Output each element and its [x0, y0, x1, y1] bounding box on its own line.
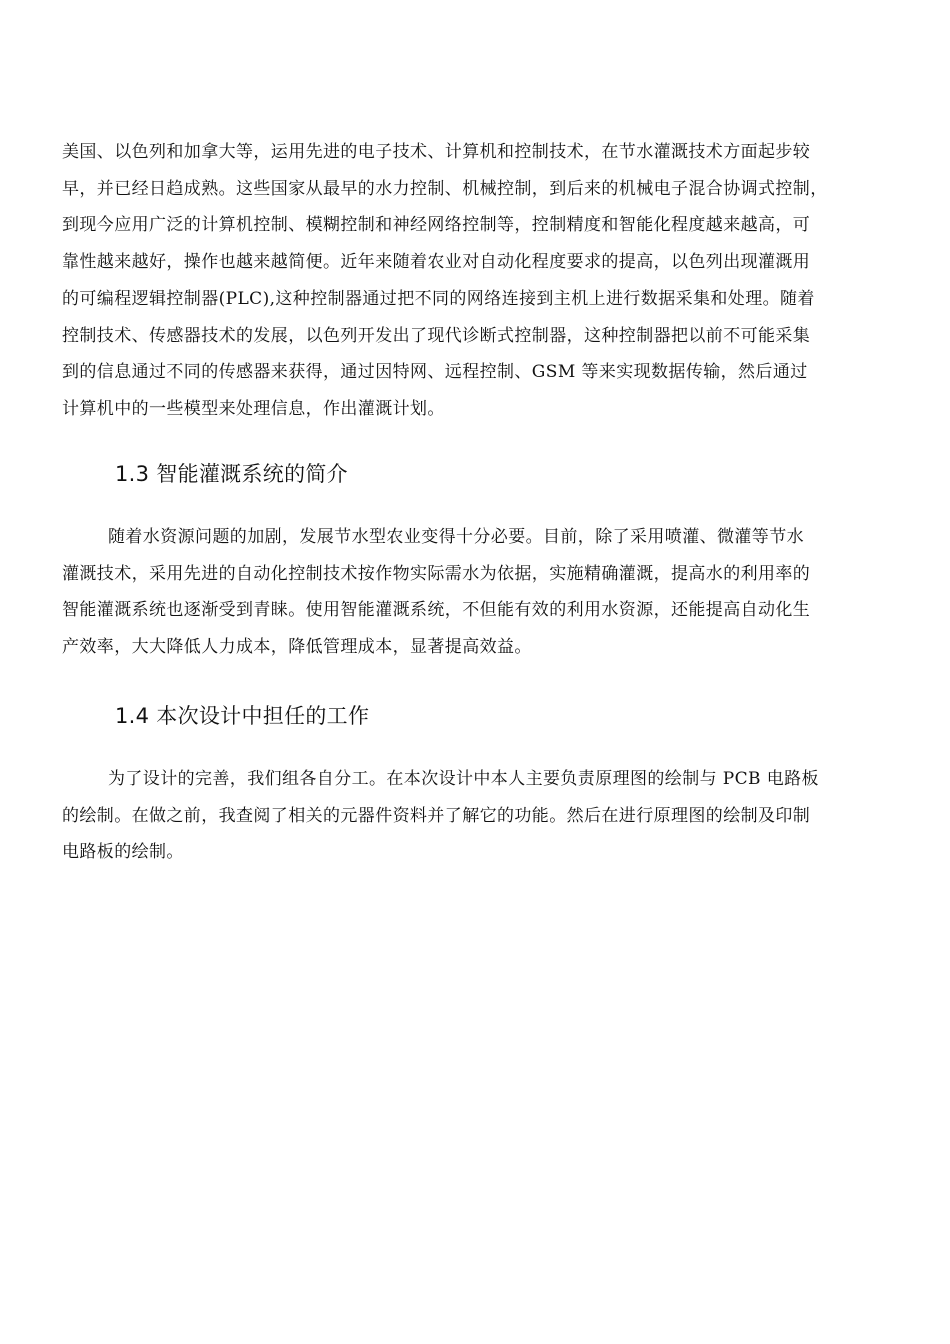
text-line: 到现今应用广泛的计算机控制、模糊控制和神经网络控制等，控制精度和智能化程度越来越高，可	[62, 215, 811, 236]
text-line: 计算机中的一些模型来处理信息，作出灌溉计划。	[62, 398, 445, 419]
section-heading-1-4: 1.4 本次设计中担任的工作	[115, 704, 370, 728]
text-line: 早，并已经日趋成熟。这些国家从最早的水力控制、机械控制，到后来的机械电子混合协调式控制，	[62, 178, 828, 199]
text-line: 控制技术、传感器技术的发展，以色列开发出了现代诊断式控制器，这种控制器把以前不可能采集	[62, 325, 811, 346]
text-line: 电路板的绘制。	[62, 842, 184, 863]
text-line: 的可编程逻辑控制器(PLC),这种控制器通过把不同的网络连接到主机上进行数据采集和处理。随着	[62, 288, 815, 309]
paragraph-intro-continuation	[62, 134, 892, 428]
text-line: 随着水资源问题的加剧，发展节水型农业变得十分必要。目前，除了采用喷灌、微灌等节水	[108, 527, 804, 547]
text-line: 的绘制。在做之前，我查阅了相关的元器件资料并了解它的功能。然后在进行原理图的绘制及印制	[62, 805, 811, 826]
text-line: 灌溉技术，采用先进的自动化控制技术按作物实际需水为依据，实施精确灌溉，提高水的利用率的	[62, 563, 811, 584]
text-line: 靠性越来越好，操作也越来越简便。近年来随着农业对自动化程度要求的提高，以色列出现灌溉用	[62, 252, 811, 273]
paragraph-smart-irrigation-intro	[62, 519, 892, 666]
text-line: 为了设计的完善，我们组各自分工。在本次设计中本人主要负责原理图的绘制与 PCB 电路板	[108, 769, 819, 789]
section-heading-1-3: 1.3 智能灌溉系统的简介	[115, 462, 348, 486]
text-line: 到的信息通过不同的传感器来获得，通过因特网、远程控制、GSM 等来实现数据传输，然后通过	[62, 362, 808, 383]
text-line: 美国、以色列和加拿大等，运用先进的电子技术、计算机和控制技术，在节水灌溉技术方面起步较	[62, 142, 811, 162]
paragraph-design-work	[62, 761, 892, 871]
text-line: 智能灌溉系统也逐渐受到青睐。使用智能灌溉系统，不但能有效的利用水资源，还能提高自动化生	[62, 600, 811, 621]
text-line: 产效率，大大降低人力成本，降低管理成本，显著提高效益。	[62, 637, 532, 658]
